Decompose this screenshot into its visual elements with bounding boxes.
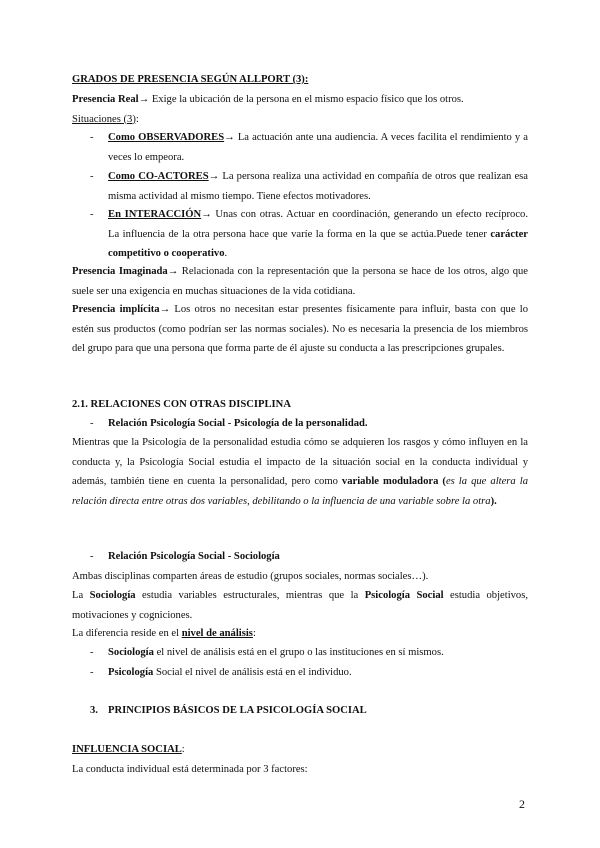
- arrow-icon: →: [138, 94, 150, 105]
- personalidad-text: Mientras que la Psicología de la personalidad estudia cómo se adquieren los rasgos y cómo influyen en la conducta y, la Psicología Social estudia el impacto de la situación social en la conducta individual y además, también tiene en cuenta la personalidad, pero como: [72, 437, 528, 488]
- observadores-label: Como OBSERVADORES: [108, 132, 225, 143]
- presencia-imaginada-paragraph: [72, 262, 528, 301]
- interaccion-end: .: [224, 248, 228, 260]
- text-segment: La diferencia reside en el: [72, 628, 182, 639]
- arrow-icon: →: [208, 171, 220, 182]
- page-number: 2: [519, 797, 525, 811]
- text-segment: estudia objetivos, motivaciones y cogniciones.: [72, 590, 528, 621]
- paren-close: ).: [490, 495, 497, 507]
- presencia-real-label: Presencia Real: [72, 94, 139, 105]
- situation-interaccion: [108, 205, 528, 264]
- arrow-icon: →: [201, 209, 212, 220]
- bullet-dash: -: [90, 418, 94, 429]
- text-segment: :: [252, 628, 256, 639]
- coactores-text: La persona realiza una actividad en compañía de otros que realizan esa misma actividad al mismo tiempo. Tiene efectos motivadores.: [108, 171, 528, 202]
- situaciones-colon: :: [135, 113, 139, 125]
- bullet-dash: -: [90, 551, 94, 562]
- situation-coactores: [108, 167, 528, 206]
- situaciones-label: Situaciones (3): [72, 113, 136, 125]
- item-bold: Sociología: [108, 647, 154, 658]
- influencia-heading: INFLUENCIA SOCIAL: [72, 744, 182, 755]
- section-title: GRADOS DE PRESENCIA SEGÚN ALLPORT (3):: [72, 74, 309, 85]
- diferencia-paragraph: [72, 624, 528, 644]
- presencia-real-paragraph: [72, 90, 528, 129]
- personalidad-paragraph: [72, 433, 528, 511]
- bullet-dash: -: [90, 209, 94, 220]
- section-21-heading: 2.1. RELACIONES CON OTRAS DISCIPLINA: [72, 399, 291, 410]
- text-segment: estudia variables estructurales, mientras que la: [135, 590, 365, 601]
- arrow-icon: →: [159, 304, 171, 315]
- interaccion-bold: carácter competitivo o cooperativo: [108, 228, 528, 260]
- presencia-imaginada-text: Relacionada con la representación que la persona se hace de los otros, algo que suele ser una exigencia en muchas situaciones de la vida cotidiana.: [72, 266, 529, 297]
- psicologia-social-bold: Psicología Social: [364, 590, 444, 601]
- bullet-dash: -: [90, 647, 94, 658]
- arrow-icon: →: [224, 132, 235, 143]
- variable-moduladora-def: es la que altera la relación directa entre otras dos variables, debilitando o la influencia de una variable sobre la otra: [72, 476, 529, 507]
- list-item: [108, 663, 528, 683]
- item-bold: Psicología: [108, 667, 154, 678]
- nivel-analisis: nivel de análisis: [181, 628, 253, 639]
- sub-heading-personalidad: Relación Psicología Social - Psicología de la personalidad.: [108, 418, 368, 429]
- presencia-implicita-text: Los otros no necesitan estar presentes físicamente para influir, basta con que lo estén sus productos (como podrían ser las normas sociales). No es necesaria la presencia de los miembros del grupo para que una persona que forma parte de él ajuste su conducta a las prescripciones grupales.: [72, 304, 528, 355]
- disciplinas-paragraph: Ambas disciplinas comparten áreas de estudio (grupos sociales, normas sociales…).: [72, 571, 429, 582]
- influencia-heading-line: [72, 740, 528, 760]
- bullet-dash: -: [90, 667, 94, 678]
- section-3-heading: PRINCIPIOS BÁSICOS DE LA PSICOLOGÍA SOCIAL: [108, 705, 367, 716]
- text-segment: :: [181, 744, 185, 755]
- arrow-icon: →: [167, 266, 179, 277]
- presencia-implicita-paragraph: [72, 300, 528, 359]
- observadores-text: La actuación ante una audiencia. A veces facilita el rendimiento y a veces lo empeora.: [108, 132, 528, 163]
- presencia-imaginada-label: Presencia Imaginada: [72, 266, 168, 277]
- item-text: Social el nivel de análisis está en el individuo.: [153, 667, 352, 678]
- bullet-dash: -: [90, 171, 94, 182]
- interaccion-label: En INTERACCIÓN: [108, 209, 202, 220]
- sociologia-bold: Sociología: [89, 590, 136, 601]
- presencia-real-text: Exige la ubicación de la persona en el mismo espacio físico que los otros.: [149, 94, 464, 105]
- list-item: [108, 643, 528, 663]
- interaccion-text: Unas con otras. Actuar en coordinación, generando un efecto recíproco. La influencia de la otra persona hace que varíe la forma en la que se actúa.Puede tener: [108, 209, 528, 240]
- situation-observadores: [108, 128, 528, 167]
- sociologia-paragraph: [72, 586, 528, 625]
- bullet-dash: -: [90, 132, 94, 143]
- sub-heading-sociologia: Relación Psicología Social - Sociología: [108, 551, 280, 562]
- section-3-number: 3.: [90, 705, 98, 716]
- presencia-implicita-label: Presencia implícita: [72, 304, 160, 315]
- item-text: el nivel de análisis está en el grupo o las instituciones en sí mismos.: [153, 647, 444, 658]
- variable-moduladora: variable moduladora (: [341, 476, 446, 488]
- factores-line: La conducta individual está determinada por 3 factores:: [72, 764, 308, 775]
- coactores-label: Como CO-ACTORES: [108, 171, 209, 182]
- text-segment: La: [72, 590, 90, 601]
